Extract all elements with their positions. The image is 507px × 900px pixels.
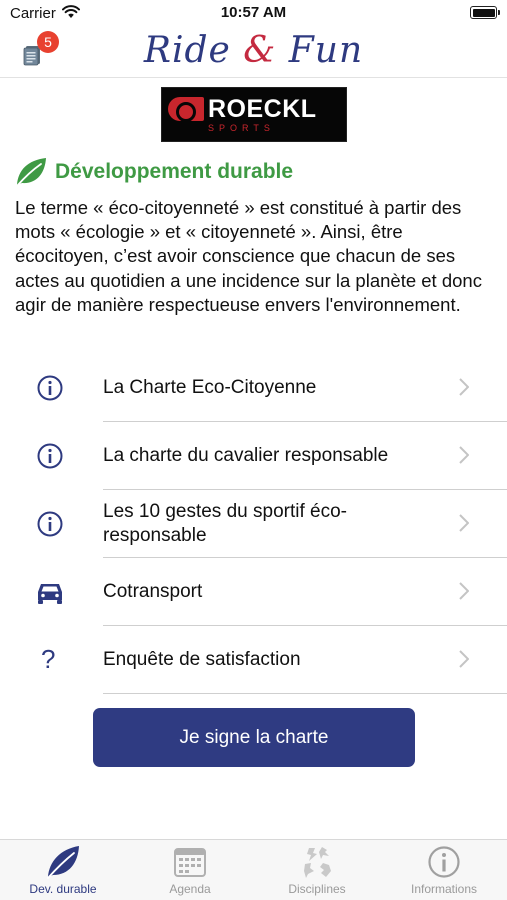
tab-informations[interactable] xyxy=(381,840,507,900)
sponsor-tagline: SPORTS xyxy=(208,123,275,133)
menu-item-charte-cavalier[interactable] xyxy=(0,422,507,490)
sponsor-logo-mark xyxy=(168,97,204,121)
tab-dev-durable[interactable] xyxy=(0,840,126,900)
chevron-right-icon xyxy=(459,446,469,464)
notifications-button[interactable] xyxy=(20,34,52,68)
sponsor-logo xyxy=(161,87,347,142)
calendar-icon xyxy=(172,844,208,880)
menu-item-enquete-satisfaction[interactable] xyxy=(0,626,507,694)
leaf-icon xyxy=(45,844,81,880)
menu-item-label: Cotransport xyxy=(103,581,203,602)
status-time: 10:57 AM xyxy=(220,4,287,21)
sponsor-name: ROECKL xyxy=(208,95,317,123)
battery-icon xyxy=(470,6,497,19)
info-icon xyxy=(426,844,462,880)
intro-paragraph: Le terme « éco-citoyenneté » est constitué à partir des mots « écologie » et « citoyenneté ». Ainsi, être écocitoyen, c’est avoir conscience que chacun de ses actes au quotidien a une incidence sur la planète et donc agir de manière respectueuse envers l'environnement. xyxy=(15,197,482,315)
menu-list xyxy=(0,354,507,694)
tab-bar xyxy=(0,839,507,900)
leaf-icon xyxy=(14,156,48,188)
menu-item-label: Les 10 gestes du sportif éco-responsable xyxy=(103,501,347,546)
chevron-right-icon xyxy=(459,378,469,396)
tab-label: Dev. durable xyxy=(29,882,97,896)
info-icon xyxy=(36,442,64,470)
tab-disciplines[interactable] xyxy=(254,840,380,900)
menu-item-cotransport[interactable] xyxy=(0,558,507,626)
carrier-label: Carrier xyxy=(10,5,56,22)
chevron-right-icon xyxy=(459,582,469,600)
info-icon xyxy=(36,510,64,538)
tab-label: Agenda xyxy=(169,882,211,896)
status-bar xyxy=(0,0,507,26)
car-icon xyxy=(35,578,65,606)
tab-label: Disciplines xyxy=(288,882,346,896)
tab-label: Informations xyxy=(410,882,478,896)
chevron-right-icon xyxy=(459,650,469,668)
app-title-amp: & xyxy=(243,30,277,71)
question-icon: ? xyxy=(41,644,56,674)
sign-charter-button[interactable]: Je signe la charte xyxy=(93,708,415,767)
info-icon xyxy=(36,374,64,402)
chevron-right-icon xyxy=(459,514,469,532)
menu-item-label: La charte du cavalier responsable xyxy=(103,445,389,466)
section-title: Développement durable xyxy=(55,160,294,183)
tab-agenda[interactable] xyxy=(127,840,253,900)
notification-badge: 5 xyxy=(37,31,59,53)
menu-item-10-gestes[interactable] xyxy=(0,490,507,558)
app-title-part2: Fun xyxy=(288,30,364,71)
app-title-part1: Ride xyxy=(143,30,231,71)
nav-bar xyxy=(0,26,507,78)
app-title xyxy=(0,26,507,76)
menu-item-label: Enquête de satisfaction xyxy=(103,649,301,670)
menu-item-label: La Charte Eco-Citoyenne xyxy=(103,377,317,398)
disciplines-icon xyxy=(299,844,335,880)
menu-item-charte-eco-citoyenne[interactable] xyxy=(0,354,507,422)
